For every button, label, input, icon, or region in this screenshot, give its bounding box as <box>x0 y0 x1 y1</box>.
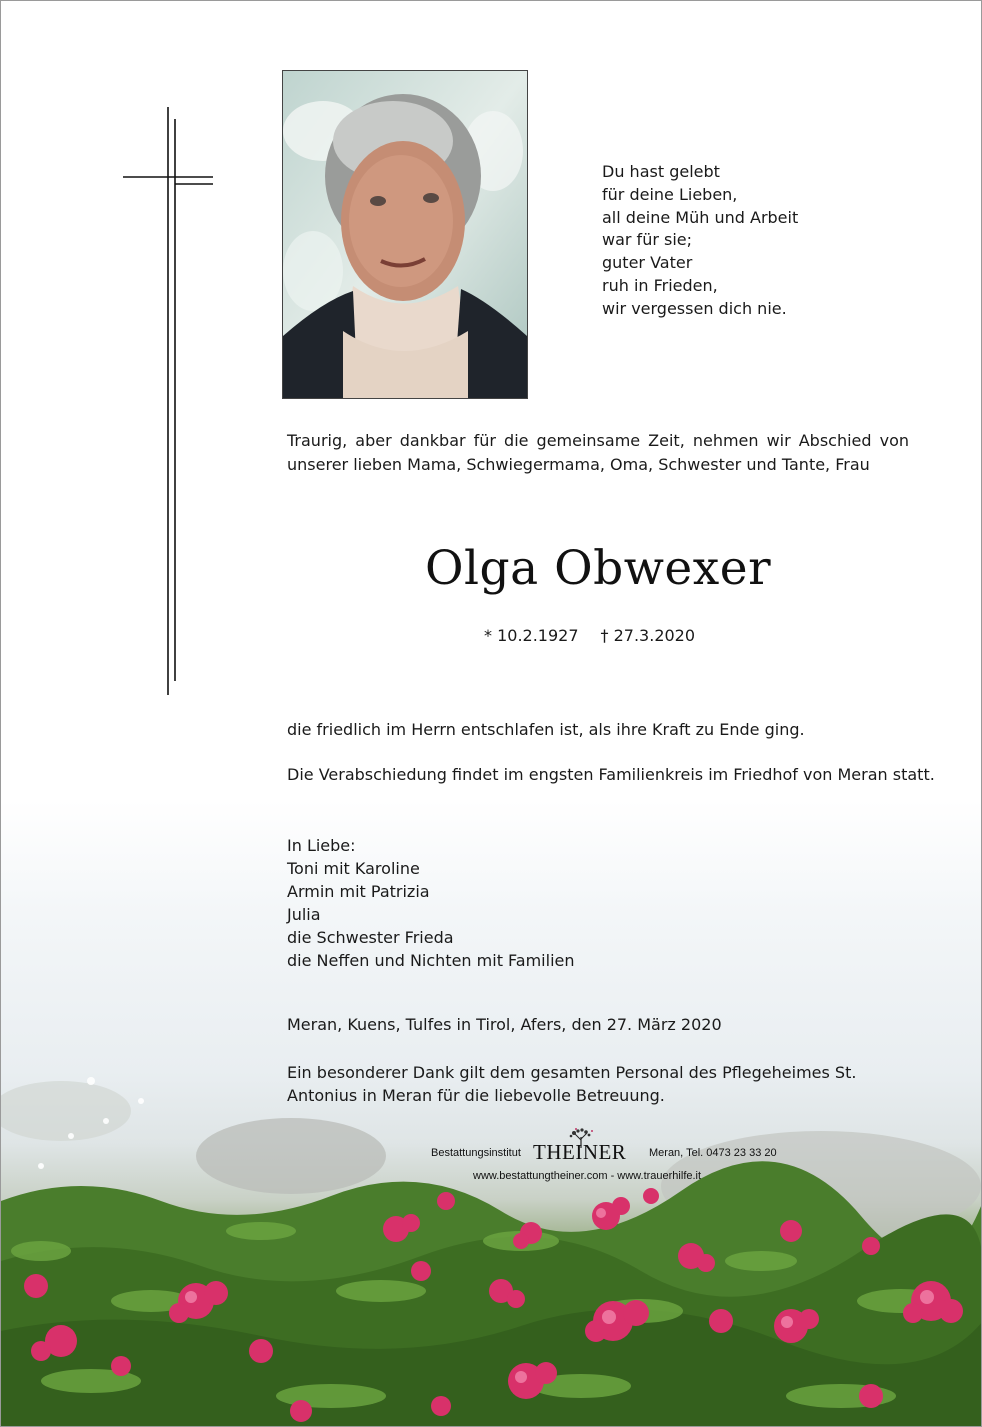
mourner: Armin mit Patrizia <box>287 882 430 901</box>
portrait-photo <box>282 70 528 399</box>
mourner: Julia <box>287 905 321 924</box>
funeral-home-prefix: Bestattungsinstitut <box>431 1147 521 1159</box>
mourners-list <box>287 834 575 972</box>
poem-line: war für sie; <box>602 230 693 250</box>
poem-line: für deine Lieben, <box>602 184 738 204</box>
poem-line: wir vergessen dich nie. <box>602 298 787 318</box>
poem-line: ruh in Frieden, <box>602 275 718 295</box>
poem-line: guter Vater <box>602 253 693 273</box>
death-date: † 27.3.2020 <box>600 626 696 645</box>
funeral-home-logo: THEINER <box>533 1140 627 1164</box>
poem-line: all deine Müh und Arbeit <box>602 207 799 227</box>
mourner: die Neffen und Nichten mit Familien <box>287 951 575 970</box>
place-date: Meran, Kuens, Tulfes in Tirol, Afers, den 27. März 2020 <box>287 1015 722 1034</box>
cross-icon <box>121 105 221 697</box>
life-dates <box>484 626 695 645</box>
thanks-text: Ein besonderer Dank gilt dem gesamten Personal des Pflegeheimes St. Antonius in Meran für die liebevolle Betreuung. <box>287 1063 857 1105</box>
funeral-home-footer <box>431 1128 781 1182</box>
poem <box>602 161 902 321</box>
mourner: Toni mit Karoline <box>287 859 420 878</box>
funeral-home-contact: Meran, Tel. 0473 23 33 20 <box>649 1147 777 1159</box>
farewell-text: Die Verabschiedung findet im engsten Familienkreis im Friedhof von Meran statt. <box>287 765 935 784</box>
funeral-home-websites: www.bestattungtheiner.com - www.trauerhilfe.it <box>473 1170 702 1182</box>
passing-text: die friedlich im Herrn entschlafen ist, als ihre Kraft zu Ende ging. <box>287 720 805 739</box>
intro-text: Traurig, aber dankbar für die gemeinsame Zeit, nehmen wir Abschied von unserer lieben Mama, Schwiegermama, Oma, Schwester und Tante, Frau <box>287 431 909 474</box>
birth-date: * 10.2.1927 <box>484 626 579 645</box>
poem-line: Du hast gelebt <box>602 162 720 181</box>
mourners-heading: In Liebe: <box>287 836 356 855</box>
mourner: die Schwester Frieda <box>287 928 454 947</box>
deceased-name: Olga Obwexer <box>424 541 772 596</box>
